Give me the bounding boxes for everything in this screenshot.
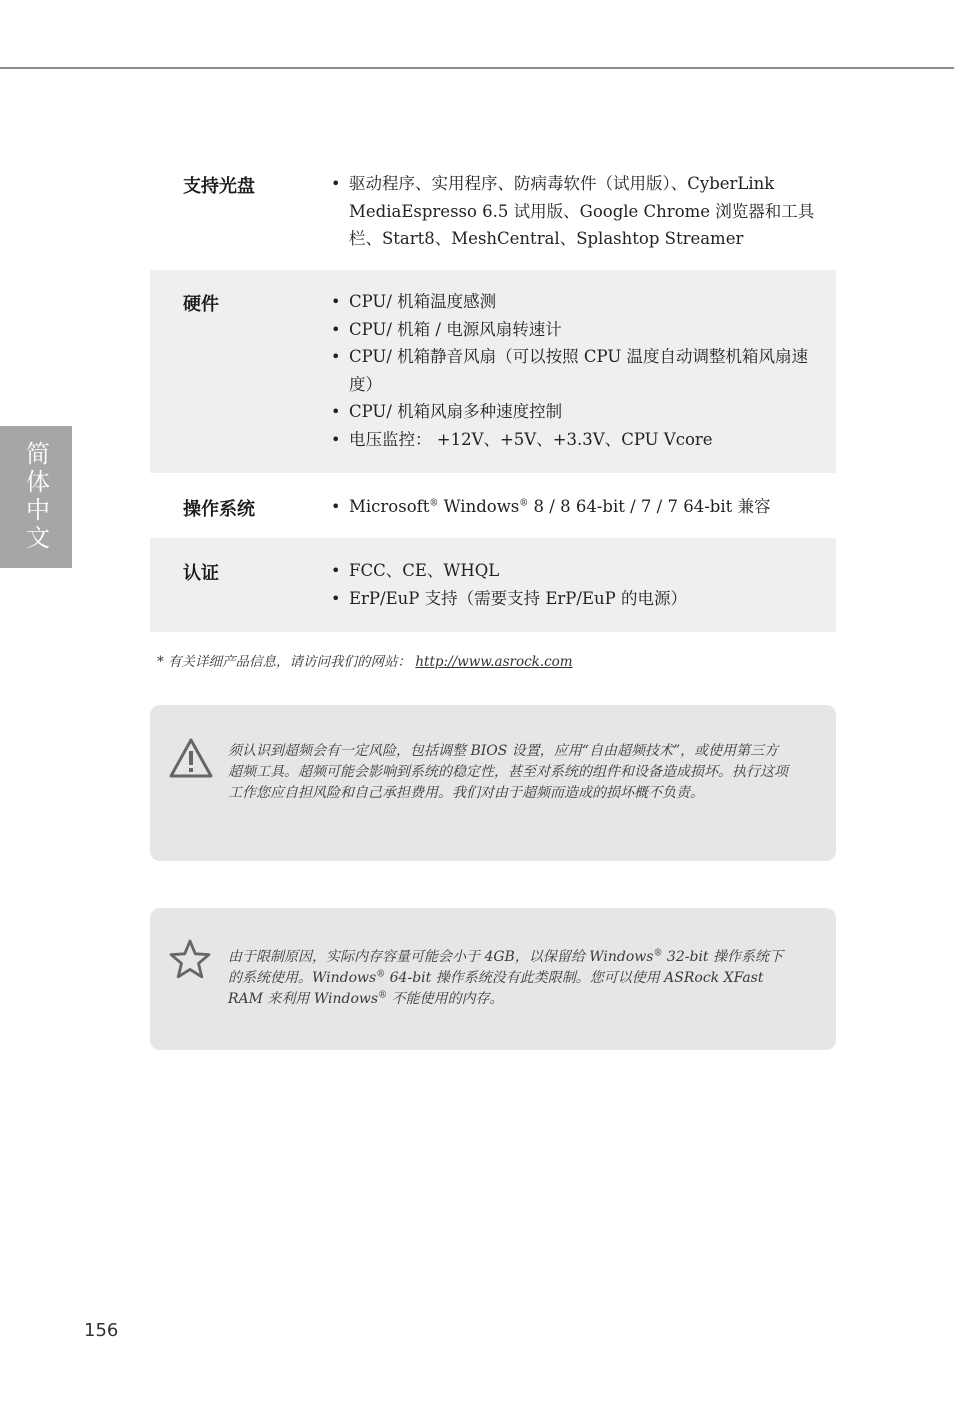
list-item: • 驱动程序、实用程序、防病毒软件（试用版）、CyberLink MediaEspresso 6.5 试用版、Google Chrome 浏览器和工具栏、Start8、MeshCentral、Splashtop Streamer bbox=[329, 170, 818, 253]
list-item: • CPU/ 机箱 / 电源风扇转速计 bbox=[329, 316, 818, 344]
spec-items bbox=[329, 170, 836, 270]
spec-label: 认证 bbox=[183, 563, 219, 584]
star-icon bbox=[168, 938, 212, 980]
memory-text bbox=[228, 947, 788, 1010]
notice-text-part: 由于限制原因，实际内存容量可能会小于 4GB，以保留给 Windows bbox=[228, 949, 654, 965]
spec-row-hardware bbox=[150, 270, 836, 473]
warning-icon bbox=[168, 737, 214, 779]
footnote-text: * 有关详细产品信息，请访问我们的网站： bbox=[157, 654, 412, 670]
list-item: • CPU/ 机箱风扇多种速度控制 bbox=[329, 398, 818, 426]
notice-text-part: 不能使用的内存。 bbox=[387, 991, 504, 1007]
language-label: 简体中文 bbox=[21, 441, 50, 553]
header-rule bbox=[0, 67, 954, 69]
registered-mark: ® bbox=[429, 498, 439, 509]
spec-items bbox=[329, 493, 836, 538]
list-item: • 电压监控： +12V、+5V、+3.3V、CPU Vcore bbox=[329, 426, 818, 454]
website-link[interactable]: http://www.asrock.com bbox=[415, 654, 573, 670]
os-text: 8 / 8 64-bit / 7 / 7 64-bit 兼容 bbox=[528, 497, 771, 516]
list-item: • CPU/ 机箱静音风扇（可以按照 CPU 温度自动调整机箱风扇速度） bbox=[329, 343, 818, 398]
spec-table bbox=[150, 158, 836, 632]
notice-text-part: 64-bit 操作系统没有此类限制。您可以使用 ASRock XFast RAM 来利用 Windows bbox=[228, 970, 764, 1007]
list-item: • CPU/ 机箱温度感测 bbox=[329, 288, 818, 316]
footnote bbox=[157, 650, 573, 670]
registered-mark: ® bbox=[519, 498, 529, 509]
spec-label: 硬件 bbox=[183, 294, 219, 315]
spec-row-certification bbox=[150, 538, 836, 632]
list-item bbox=[329, 493, 818, 521]
notice-text-part: 32-bit 操作系统下的系统使用。Windows bbox=[228, 949, 783, 986]
language-side-tab bbox=[0, 426, 72, 568]
list-item: • ErP/EuP 支持（需要支持 ErP/EuP 的电源） bbox=[329, 585, 818, 613]
spec-label: 操作系统 bbox=[183, 499, 255, 520]
registered-mark: ® bbox=[378, 990, 388, 1001]
spec-label: 支持光盘 bbox=[183, 176, 255, 197]
spec-items bbox=[329, 288, 836, 473]
list-item: • FCC、CE、WHQL bbox=[329, 557, 818, 585]
warning-notice bbox=[150, 705, 836, 861]
page-number: 156 bbox=[84, 1320, 119, 1341]
os-text: Microsoft bbox=[349, 497, 430, 516]
memory-notice bbox=[150, 908, 836, 1050]
spec-row-os bbox=[150, 473, 836, 538]
spec-row-support-cd bbox=[150, 158, 836, 270]
os-text: Windows bbox=[438, 497, 520, 516]
spec-items bbox=[329, 557, 836, 632]
warning-text: 须认识到超频会有一定风险，包括调整 BIOS 设置，应用“自由超频技术”，或使用第三方超频工具。超频可能会影响到系统的稳定性，甚至对系统的组件和设备造成损坏。执行这项工作您应自担风险和自己承担费用。我们对由于超频而造成的损坏概不负责。 bbox=[228, 743, 788, 801]
registered-mark: ® bbox=[653, 948, 663, 959]
registered-mark: ® bbox=[376, 969, 386, 980]
